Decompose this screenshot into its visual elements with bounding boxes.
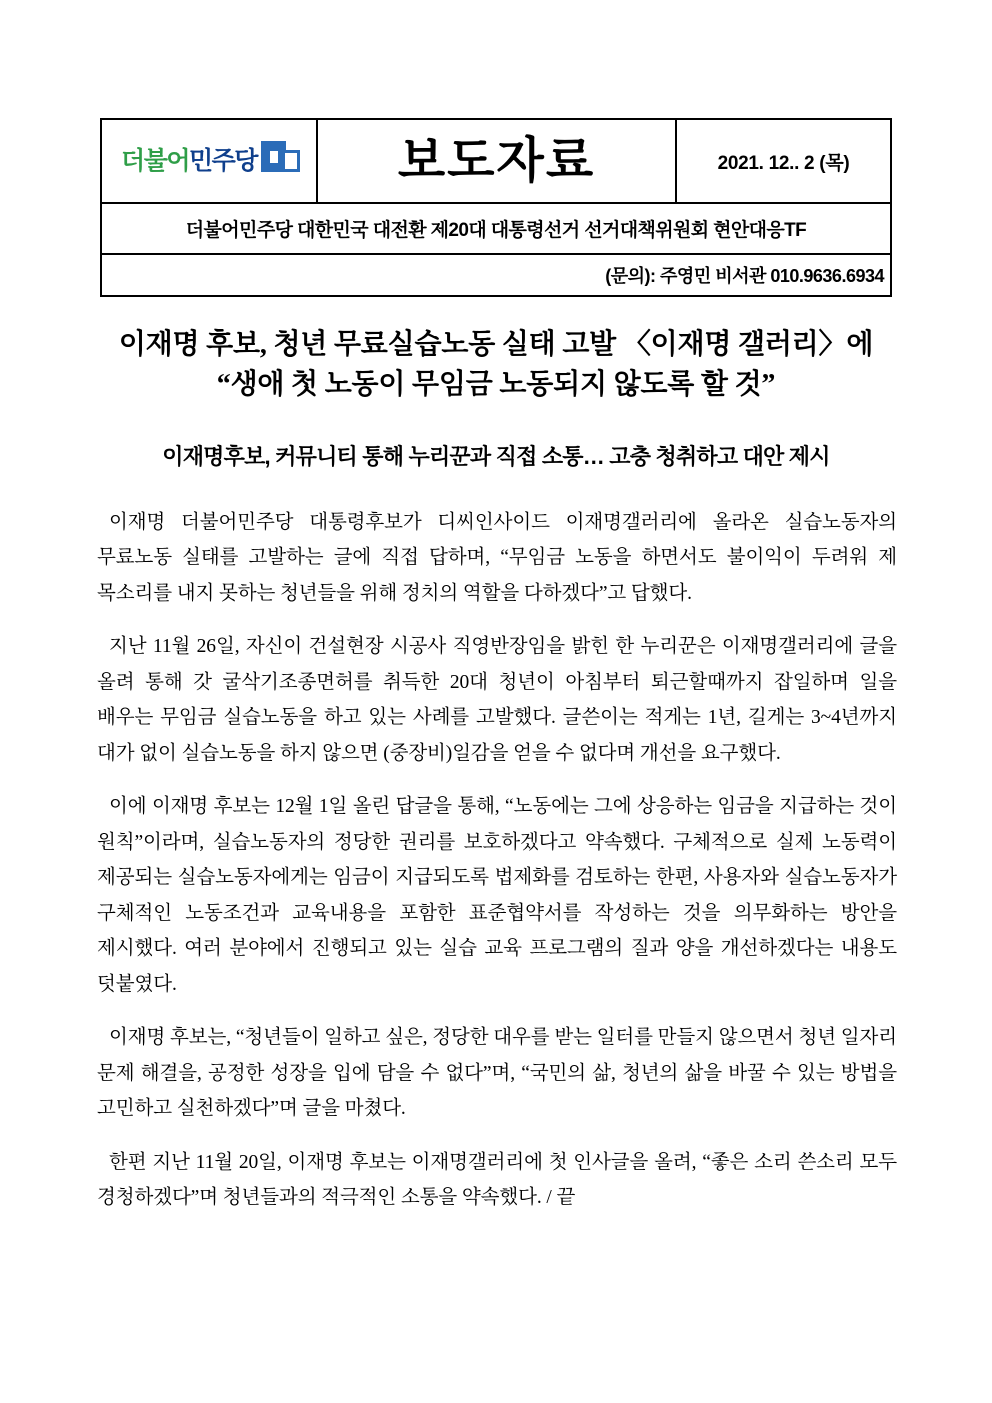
document-date-cell bbox=[677, 120, 890, 202]
body-paragraph: 한편 지난 11월 20일, 이재명 후보는 이재명갤러리에 첫 인사글을 올려, “좋은 소리 쓴소리 모두 경청하겠다”며 청년들과의 적극적인 소통을 약속했다. / 끝 bbox=[97, 1151, 897, 1209]
subheadline: 이재명후보, 커뮤니티 통해 누리꾼과 직접 소통… 고충 청취하고 대안 제시 bbox=[162, 444, 830, 469]
headline-line-2: “생애 첫 노동이 무임금 노동되지 않도록 할 것” bbox=[216, 368, 776, 400]
body-paragraph: 이재명 후보는, “청년들이 일하고 싶은, 정당한 대우를 받는 일터를 만들지 않으면서 청년 일자리 문제 해결을, 공정한 성장을 입에 담을 수 없다”며, “국민의 삶, 청년의 삶을 바꿀 수 있는 방법을 고민하고 실천하겠다”며 글을 마쳤다. bbox=[97, 1027, 897, 1120]
democratic-party-logo-icon bbox=[261, 139, 301, 183]
logo-cell bbox=[102, 120, 318, 202]
organization-name: 더불어민주당 대한민국 대전환 제20대 대통령선거 선거대책위원회 현안대응TF bbox=[185, 220, 807, 241]
logo-square-outline bbox=[282, 150, 300, 172]
organization-row bbox=[102, 204, 890, 255]
body-paragraph: 지난 11월 26일, 자신이 건설현장 시공사 직영반장임을 밝힌 한 누리꾼은 이재명갤러리에 글을 올려 통해 갓 굴삭기조종면허를 취득한 20대 청년이 아침부터 퇴근할때까지 잡일하며 일을 배우는 무임금 실습노동을 하고 있는 사례를 고발했다. 글쓴이는 적게는 1년, 길게는 3~4년까지 대가 없이 실습노동을 하지 않으면 (중장비)일감을 얻을 수 없다며 개선을 요구했다. bbox=[97, 636, 897, 764]
party-logo bbox=[117, 139, 301, 183]
contact-row bbox=[102, 255, 890, 295]
party-logo-text-right: 민주당 bbox=[189, 146, 257, 175]
party-logo-text bbox=[121, 146, 257, 175]
body-copy bbox=[97, 505, 897, 1216]
page-title: 보도자료 bbox=[397, 133, 596, 188]
document-header bbox=[100, 118, 892, 297]
party-logo-text-left: 더불어 bbox=[121, 146, 189, 175]
body-paragraph: 이재명 더불어민주당 대통령후보가 디씨인사이드 이재명갤러리에 올라온 실습노동자의 무료노동 실태를 고발하는 글에 직접 답하며, “무임금 노동을 하면서도 불이익이 두려워 제 목소리를 내지 못하는 청년들을 위해 정치의 역할을 다하겠다”고 답했다. bbox=[97, 512, 897, 604]
header-top-row bbox=[102, 120, 890, 204]
document-type-cell bbox=[318, 120, 677, 202]
document-date: 2021. 12.. 2 (목) bbox=[717, 152, 850, 174]
contact-info: (문의): 주영민 비서관 010.9636.6934 bbox=[605, 266, 884, 286]
body-paragraph: 이에 이재명 후보는 12월 1일 올린 답글을 통해, “노동에는 그에 상응하는 임금을 지급하는 것이 원칙”이라며, 실습노동자의 정당한 권리를 보호하겠다고 약속했다. 구체적으로 실제 노동력이 제공되는 실습노동자에게는 임금이 지급되도록 법제화를 검토하는 한편, 사용자와 실습노동자가 구체적인 노동조건과 교육내용을 포함한 표준협약서를 작성하는 것을 의무화하는 방안을 제시했다. 여러 분야에서 진행되고 있는 실습 교육 프로그램의 질과 양을 개선하겠다는 내용도 덧붙였다. bbox=[97, 796, 897, 995]
headline bbox=[90, 325, 902, 405]
headline-line-1: 이재명 후보, 청년 무료실습노동 실태 고발 〈이재명 갤러리〉에 bbox=[118, 329, 874, 360]
